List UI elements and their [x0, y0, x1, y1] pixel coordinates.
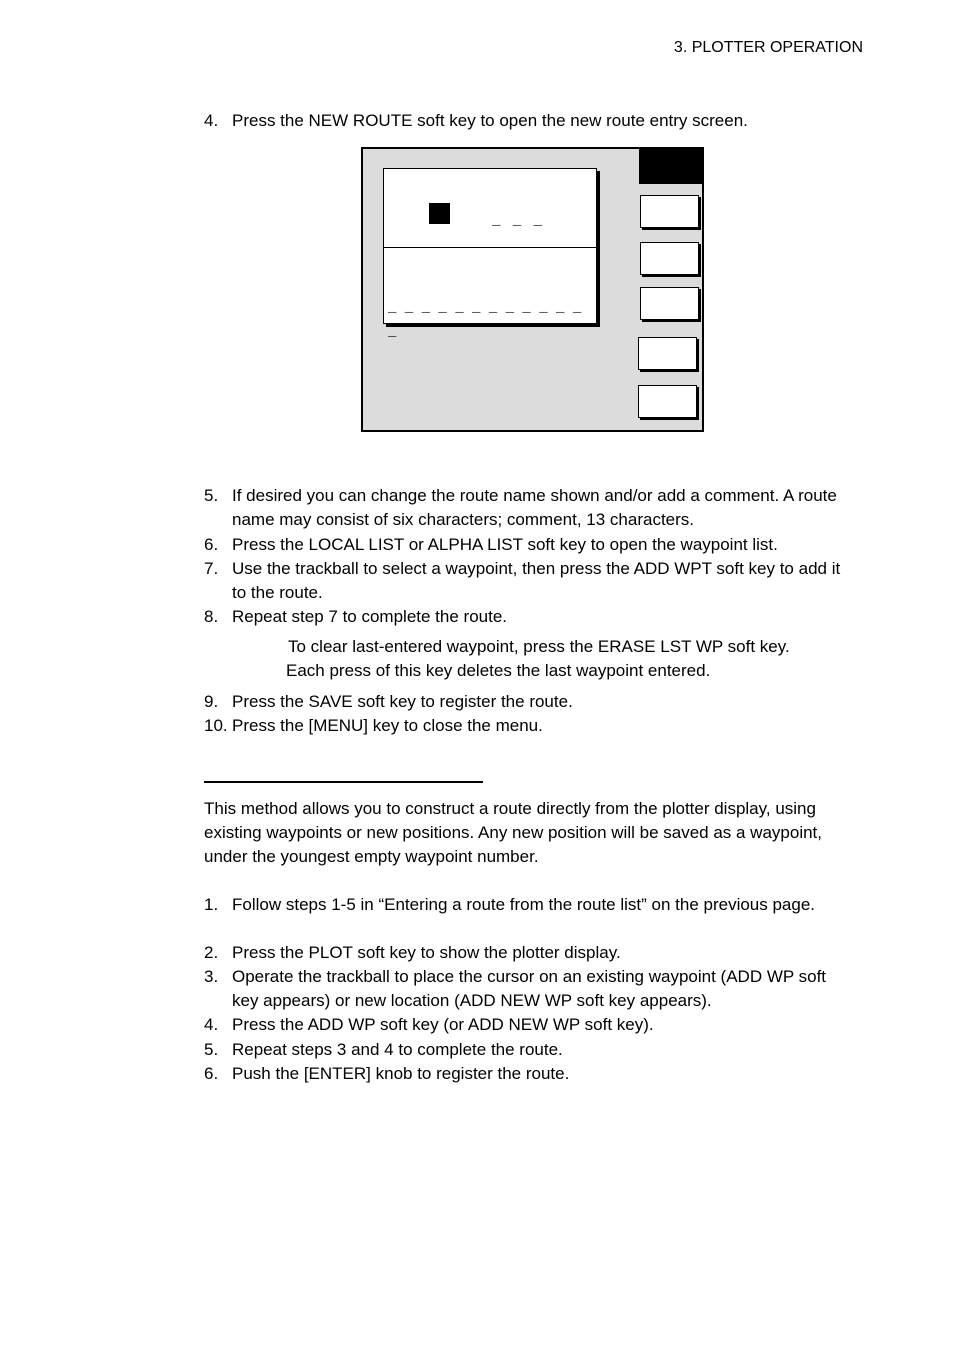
step-number: 4. [204, 1015, 219, 1034]
panel-divider [384, 247, 596, 248]
step-text: Repeat step 7 to complete the route. [232, 607, 508, 626]
step-item [204, 893, 854, 917]
step-text: Follow steps 1-5 in “Entering a route from the route list” on the previous page. [232, 895, 816, 914]
route-name-field: _ _ _ [492, 213, 545, 229]
step-number: 10. [204, 716, 228, 735]
step-text: Press the PLOT soft key to show the plotter display. [232, 943, 621, 962]
step-text: Press the ADD WP soft key (or ADD NEW WP soft key). [232, 1015, 654, 1034]
new-route-screen-illustration [361, 147, 704, 432]
step-number: 5. [204, 486, 219, 505]
step-number: 3. [204, 967, 219, 986]
entry-cursor [429, 203, 450, 224]
step-item [204, 965, 854, 1013]
step-number: 6. [204, 1064, 219, 1083]
step-number: 9. [204, 692, 219, 711]
soft-key-1 [640, 195, 699, 228]
route-entry-panel [383, 168, 597, 340]
section-heading-rule [204, 781, 483, 783]
soft-key-2 [640, 242, 699, 275]
step-number: 6. [204, 535, 219, 554]
screen-corner-tab [639, 147, 704, 184]
step-text: Press the SAVE soft key to register the route. [232, 692, 573, 711]
step-item [204, 109, 854, 133]
step-text: Push the [ENTER] knob to register the route. [232, 1064, 570, 1083]
step-text: Operate the trackball to place the cursor on an existing waypoint (ADD WP soft key appears) or new location (ADD NEW WP soft key appears). [232, 967, 827, 1010]
step-item [204, 1062, 854, 1086]
step-text: If desired you can change the route name shown and/or add a comment. A route name may consist of six characters; comment, 13 characters. [232, 486, 837, 529]
comment-field: _ _ _ _ _ _ _ _ _ _ _ _ _ [388, 300, 582, 340]
step-item [204, 484, 854, 532]
step-item [204, 605, 854, 629]
step-number: 2. [204, 943, 219, 962]
section-header: 3. PLOTTER OPERATION [673, 39, 863, 56]
soft-key-4 [638, 337, 697, 370]
step-item [204, 557, 854, 605]
step-text: Press the LOCAL LIST or ALPHA LIST soft key to open the waypoint list. [232, 535, 778, 554]
soft-key-5 [638, 385, 697, 418]
step-item [204, 533, 854, 557]
note-line-1: To clear last-entered waypoint, press the ERASE LST WP soft key. [288, 637, 790, 656]
soft-key-3 [640, 287, 699, 320]
note-line-2: Each press of this key deletes the last waypoint entered. [286, 661, 711, 680]
step-item [204, 690, 854, 714]
step-text: Press the [MENU] key to close the menu. [232, 716, 543, 735]
step-item [204, 1038, 854, 1062]
step-number: 4. [204, 111, 219, 130]
step-text: Repeat steps 3 and 4 to complete the route. [232, 1040, 563, 1059]
step-item [204, 1013, 854, 1037]
step-number: 1. [204, 895, 219, 914]
step-number: 7. [204, 559, 219, 578]
step-text: Use the trackball to select a waypoint, then press the ADD WPT soft key to add it to the route. [232, 559, 841, 602]
step-number: 8. [204, 607, 219, 626]
step-text: Press the NEW ROUTE soft key to open the new route entry screen. [232, 111, 748, 130]
step-item [204, 714, 854, 738]
step-number: 5. [204, 1040, 219, 1059]
method-paragraph: This method allows you to construct a route directly from the plotter display, using existing waypoints or new positions. Any new position will be saved as a waypoint, under the youngest empty waypoint number. [204, 799, 823, 866]
step-item [204, 941, 854, 965]
